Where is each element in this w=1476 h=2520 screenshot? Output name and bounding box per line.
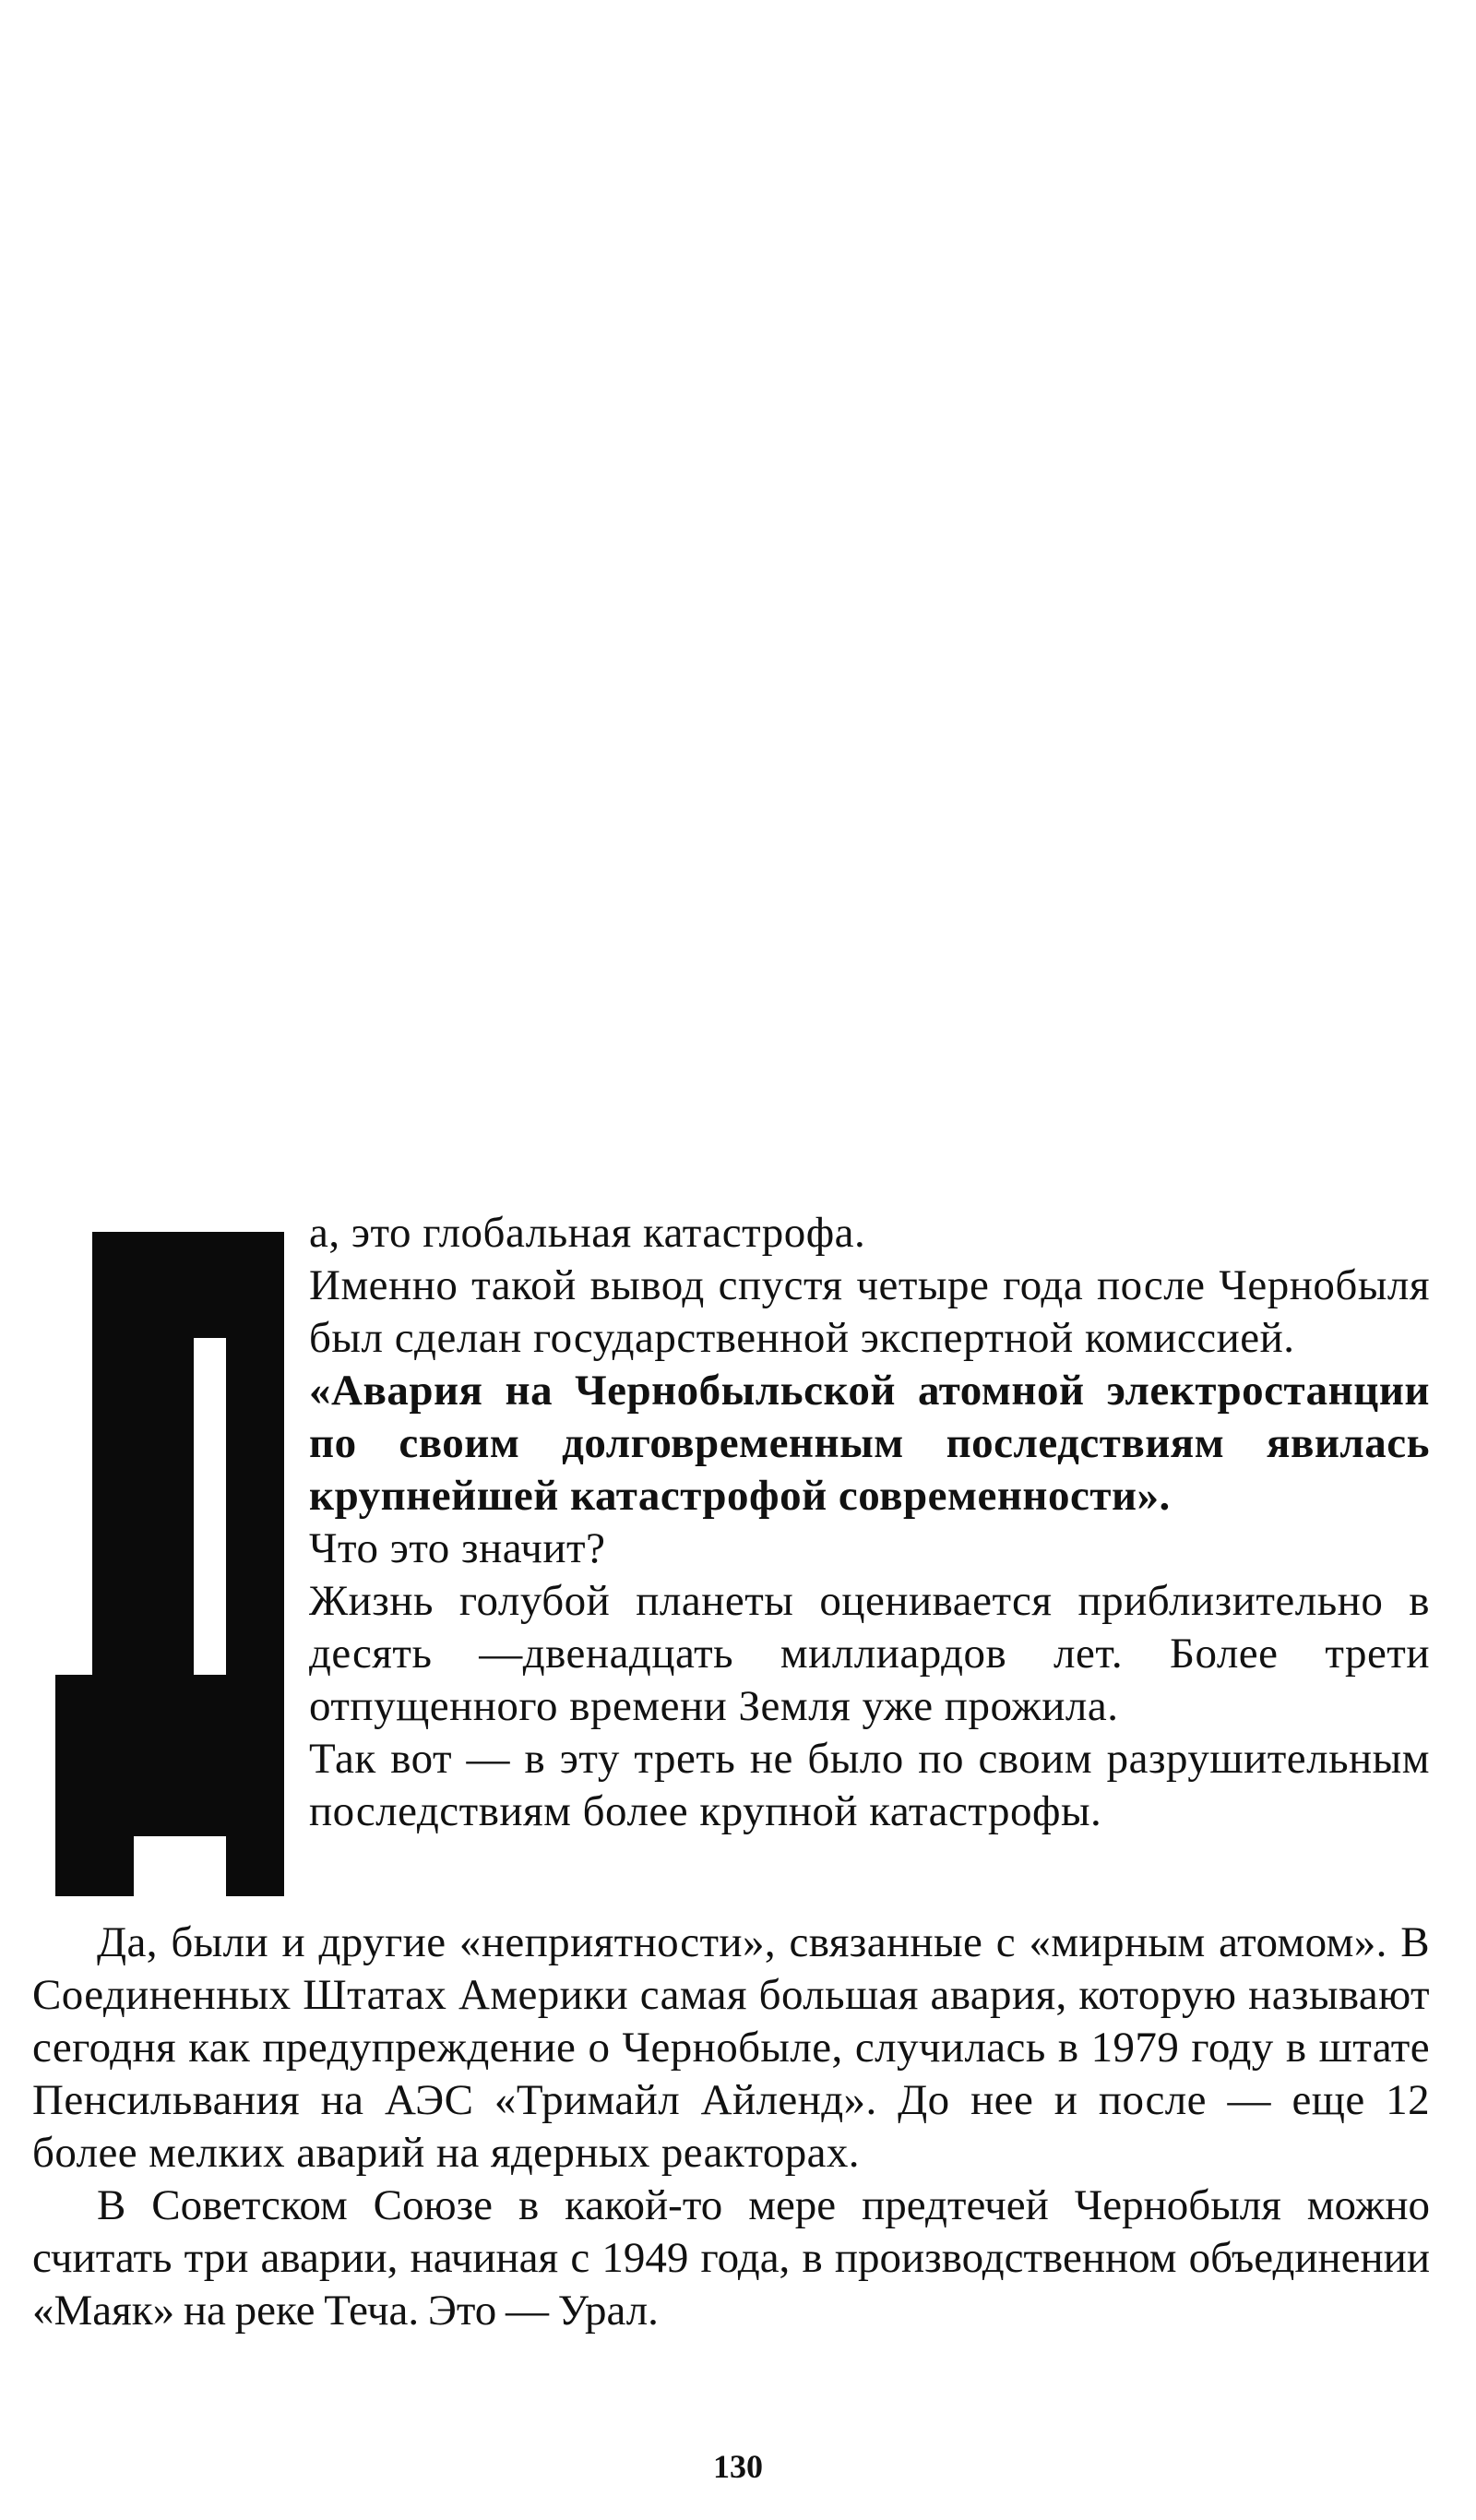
drop-cap-letter: [55, 1232, 284, 1896]
page-number: 130: [713, 2448, 763, 2485]
catastrophe-paragraph: Так вот — в эту треть не было по своим разрушительным последствиям более крупной катастрофы.: [309, 1735, 1430, 1835]
intro-paragraph: Именно такой вывод спустя четыре года после Чернобыля был сделан государственной экспертной комиссией.: [309, 1261, 1430, 1362]
mayak-paragraph: В Советском Союзе в какой-то мере предтечей Чернобыля можно считать три аварии, начиная с 1949 года, в производственном объединении «Маяк» на реке Теча. Это — Урал.: [32, 2181, 1430, 2335]
body-text-block: [32, 1917, 1430, 2337]
intro-text-block: [309, 1207, 1430, 1838]
commission-quote: «Авария на Чернобыльской атомной электростанции по своим долговременным последствиям явилась крупнейшей катастрофой современности».: [309, 1367, 1430, 1520]
question-line: Что это значит?: [309, 1524, 606, 1572]
other-accidents-paragraph: Да, были и другие «неприятности», связанные с «мирным атомом». В Соединенных Штатах Америки самая большая авария, которую называют сегодня как предупреждение о Чернобыле, случилась в 1979 году в штате Пенсильвания на АЭС «Тримайл Айленд». До нее и после — еще 12 более мелких аварий на ядерных реакторах.: [32, 1918, 1430, 2177]
planet-age-paragraph: Жизнь голубой планеты оценивается приблизительно в десять —двенадцать миллиардов лет. Более трети отпущенного времени Земля уже прожила.: [309, 1577, 1430, 1730]
intro-first-line: а, это глобальная катастрофа.: [309, 1209, 866, 1257]
